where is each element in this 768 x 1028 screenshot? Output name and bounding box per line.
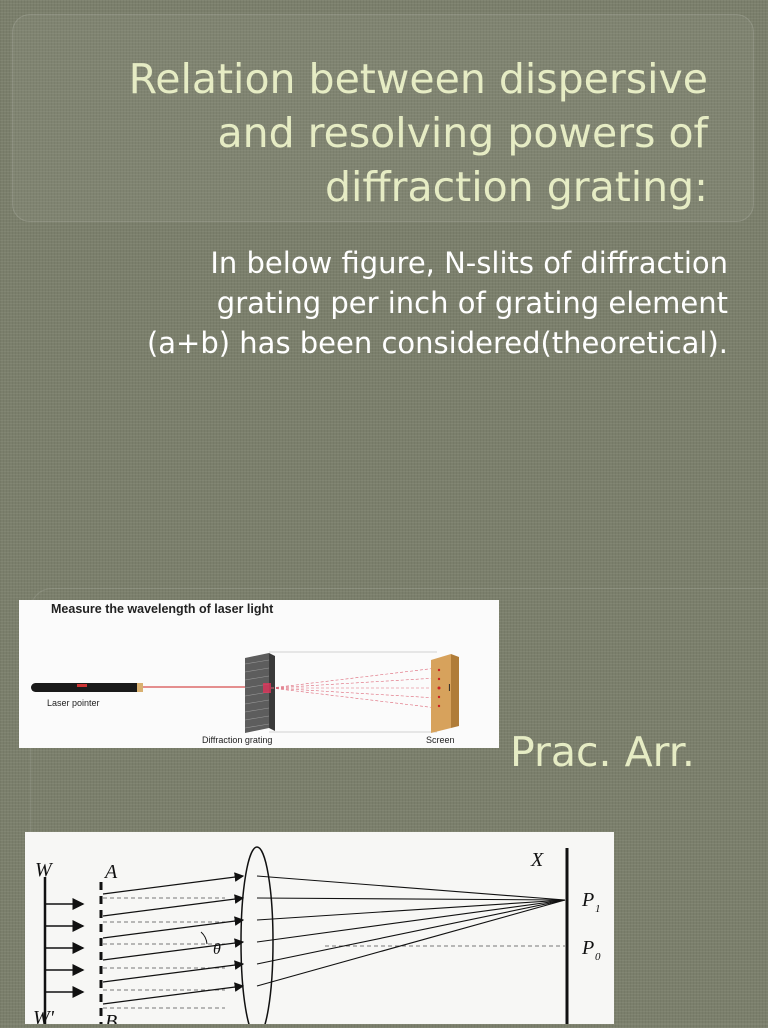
label-w-prime: W' <box>33 1007 54 1024</box>
laser-label: Laser pointer <box>47 698 100 708</box>
theta-arc <box>201 932 207 944</box>
diffraction-grating-icon <box>245 653 275 733</box>
setup-heading: Measure the wavelength of laser light <box>51 602 274 616</box>
slide-body-text: In below figure, N-slits of diffraction grating per inch of grating element (a+b) has been considered(theoretical). <box>146 246 728 360</box>
label-p0: P <box>582 937 595 959</box>
slide-title: Relation between dispersive and resolving powers of diffraction grating: <box>128 55 708 211</box>
practical-arrangement-label: Prac. Arr. <box>510 728 695 776</box>
ray-diagram-drawing <box>25 832 614 1024</box>
laser-setup-drawing <box>19 600 499 748</box>
label-b: B <box>105 1011 118 1024</box>
diffracted-rays <box>271 668 437 708</box>
label-theta: θ <box>213 941 221 958</box>
convex-lens <box>241 847 273 1024</box>
ray-diagram-figure <box>25 832 614 1024</box>
label-w: W <box>35 859 52 881</box>
screen-label: Screen <box>426 735 455 745</box>
laser-setup-figure <box>19 600 499 748</box>
diffracted-ray-lines <box>103 876 243 1004</box>
label-p1: P <box>582 889 595 911</box>
label-x: X <box>531 849 544 871</box>
label-p1-sub: 1 <box>595 903 601 915</box>
grating-label: Diffraction grating <box>202 735 273 745</box>
label-p0-sub: 0 <box>595 951 601 963</box>
label-a: A <box>105 861 118 883</box>
converging-rays <box>257 876 565 986</box>
screen-icon <box>431 654 459 733</box>
incident-arrows <box>45 904 83 992</box>
laser-pointer-icon <box>31 683 143 692</box>
screen-mark: I <box>448 683 451 694</box>
